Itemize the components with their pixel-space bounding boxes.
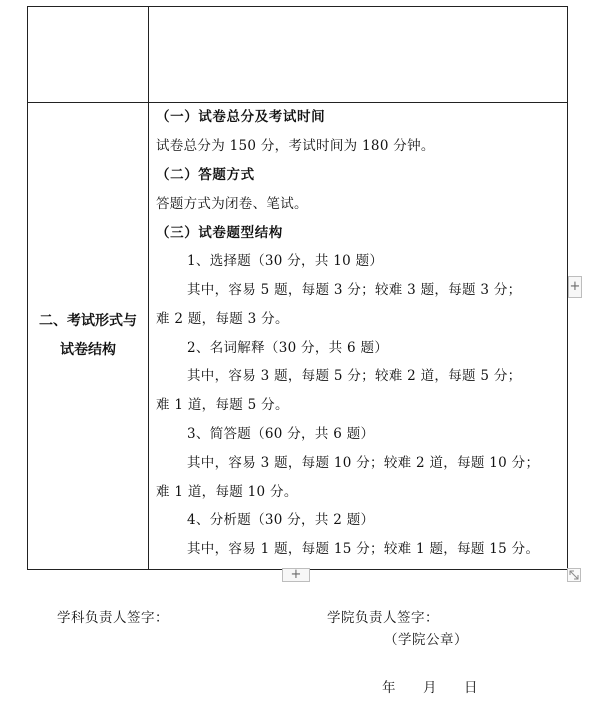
content-line: 难 1 道，每题 10 分。 bbox=[156, 484, 298, 500]
content-line: 难 1 道，每题 5 分。 bbox=[156, 397, 289, 413]
content-line: 3、简答题（60 分，共 6 题） bbox=[187, 426, 375, 442]
college-lead-signature-label: 学院负责人签字： bbox=[327, 610, 439, 626]
date-month-label: 月 bbox=[423, 680, 437, 696]
date-year-label: 年 bbox=[382, 680, 396, 696]
content-line: 其中，容易 3 题，每题 5 分；较难 2 道，每题 5 分； bbox=[187, 368, 522, 384]
section-heading: （一）试卷总分及考试时间 bbox=[156, 109, 326, 125]
content-line: 其中，容易 1 题，每题 15 分；较难 1 题，每题 15 分。 bbox=[187, 541, 540, 557]
table-resize-handle[interactable] bbox=[567, 568, 581, 582]
add-row-button[interactable]: + bbox=[568, 276, 582, 298]
section-label-line2: 试卷结构 bbox=[60, 342, 116, 358]
table-row-exam-structure bbox=[28, 103, 568, 570]
resize-icon bbox=[568, 569, 580, 581]
content-line: 1、选择题（30 分，共 10 题） bbox=[187, 253, 384, 269]
content-line: 答题方式为闭卷、笔试。 bbox=[156, 196, 308, 212]
subject-lead-signature-label: 学科负责人签字： bbox=[57, 610, 169, 626]
content-line: 其中，容易 5 题，每题 3 分；较难 3 题，每题 3 分； bbox=[187, 282, 522, 298]
content-line: 试卷总分为 150 分，考试时间为 180 分钟。 bbox=[156, 138, 435, 154]
content-line: 2、名词解释（30 分，共 6 题） bbox=[187, 340, 389, 356]
section-heading: （二）答题方式 bbox=[156, 167, 255, 183]
section-label-line1: 二、考试形式与 bbox=[39, 313, 137, 329]
content-line: 难 2 题，每题 3 分。 bbox=[156, 311, 289, 327]
exam-info-table bbox=[27, 6, 568, 570]
add-column-button[interactable]: + bbox=[282, 568, 310, 582]
table-cell-empty-left[interactable] bbox=[28, 7, 149, 103]
date-day-label: 日 bbox=[464, 680, 478, 696]
table-cell-section-label[interactable] bbox=[28, 103, 149, 570]
table-cell-section-content[interactable] bbox=[149, 103, 568, 570]
table-cell-empty-right[interactable] bbox=[149, 7, 568, 103]
college-seal-label: （学院公章） bbox=[384, 632, 468, 648]
content-line: 其中，容易 3 题，每题 10 分；较难 2 道，每题 10 分； bbox=[187, 455, 540, 471]
table-row-empty bbox=[28, 7, 568, 103]
section-heading: （三）试卷题型结构 bbox=[156, 225, 283, 241]
content-line: 4、分析题（30 分，共 2 题） bbox=[187, 512, 375, 528]
